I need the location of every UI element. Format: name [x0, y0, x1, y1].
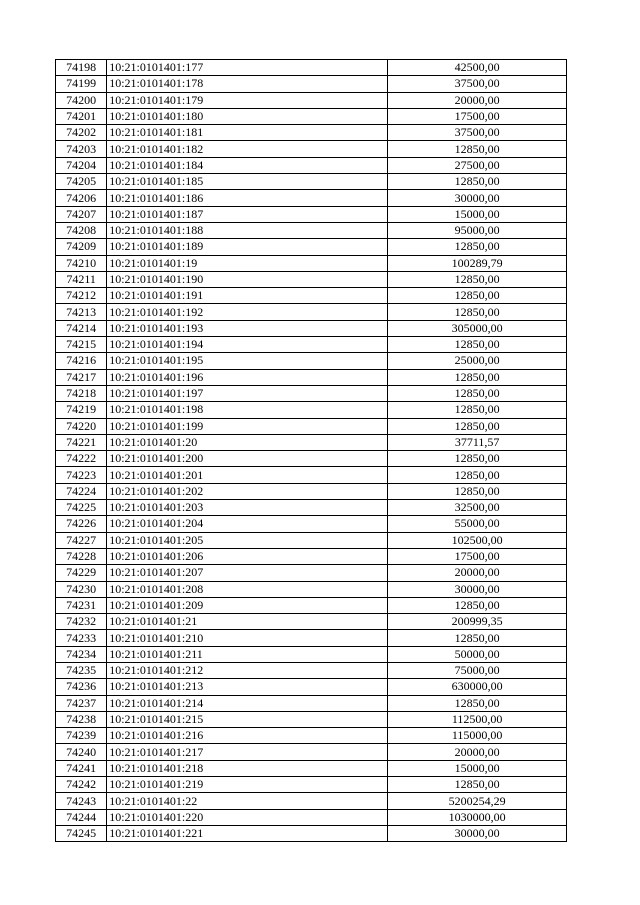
cadastral-value-cell: 102500,00: [388, 532, 567, 548]
table-row: [56, 125, 567, 141]
table-row: [56, 108, 567, 124]
row-number-cell: 74218: [56, 385, 107, 401]
table-row: [56, 646, 567, 662]
cadastral-value-cell: 95000,00: [388, 222, 567, 238]
cadastral-number-cell: 10:21:0101401:217: [107, 744, 388, 760]
row-number-cell: 74234: [56, 646, 107, 662]
row-number-cell: 74243: [56, 793, 107, 809]
cadastral-value-cell: 12850,00: [388, 271, 567, 287]
cadastral-number-cell: 10:21:0101401:179: [107, 92, 388, 108]
cadastral-number-cell: 10:21:0101401:220: [107, 809, 388, 825]
cadastral-number-cell: 10:21:0101401:186: [107, 190, 388, 206]
table-row: [56, 320, 567, 336]
table-row: [56, 239, 567, 255]
cadastral-value-cell: 12850,00: [388, 369, 567, 385]
cadastral-value-cell: 17500,00: [388, 108, 567, 124]
cadastral-number-cell: 10:21:0101401:207: [107, 565, 388, 581]
table-row: [56, 304, 567, 320]
cadastral-value-cell: 20000,00: [388, 744, 567, 760]
row-number-cell: 74244: [56, 809, 107, 825]
row-number-cell: 74225: [56, 500, 107, 516]
cadastral-value-cell: 12850,00: [388, 141, 567, 157]
row-number-cell: 74235: [56, 662, 107, 678]
table-row: [56, 369, 567, 385]
table-row: [56, 157, 567, 173]
cadastral-number-cell: 10:21:0101401:210: [107, 630, 388, 646]
row-number-cell: 74210: [56, 255, 107, 271]
cadastral-value-cell: 75000,00: [388, 662, 567, 678]
cadastral-value-cell: 12850,00: [388, 695, 567, 711]
cadastral-number-cell: 10:21:0101401:177: [107, 60, 388, 76]
cadastral-value-cell: 5200254,29: [388, 793, 567, 809]
row-number-cell: 74229: [56, 565, 107, 581]
row-number-cell: 74220: [56, 418, 107, 434]
table-row: [56, 288, 567, 304]
cadastral-value-cell: 27500,00: [388, 157, 567, 173]
cadastral-number-cell: 10:21:0101401:199: [107, 418, 388, 434]
table-row: [56, 76, 567, 92]
cadastral-value-cell: 12850,00: [388, 467, 567, 483]
cadastral-number-cell: 10:21:0101401:197: [107, 385, 388, 401]
row-number-cell: 74200: [56, 92, 107, 108]
row-number-cell: 74232: [56, 614, 107, 630]
row-number-cell: 74212: [56, 288, 107, 304]
table-row: [56, 255, 567, 271]
row-number-cell: 74222: [56, 451, 107, 467]
cadastral-number-cell: 10:21:0101401:209: [107, 597, 388, 613]
table-row: [56, 418, 567, 434]
cadastral-number-cell: 10:21:0101401:22: [107, 793, 388, 809]
cadastral-value-cell: 12850,00: [388, 483, 567, 499]
cadastral-number-cell: 10:21:0101401:208: [107, 581, 388, 597]
cadastral-value-cell: 15000,00: [388, 206, 567, 222]
cadastral-number-cell: 10:21:0101401:219: [107, 777, 388, 793]
table-row: [56, 728, 567, 744]
row-number-cell: 74240: [56, 744, 107, 760]
row-number-cell: 74227: [56, 532, 107, 548]
table-row: [56, 141, 567, 157]
table-row: [56, 337, 567, 353]
row-number-cell: 74236: [56, 679, 107, 695]
cadastral-value-cell: 12850,00: [388, 402, 567, 418]
cadastral-number-cell: 10:21:0101401:221: [107, 825, 388, 841]
cadastral-number-cell: 10:21:0101401:200: [107, 451, 388, 467]
row-number-cell: 74241: [56, 760, 107, 776]
table-row: [56, 565, 567, 581]
cadastral-value-cell: 30000,00: [388, 825, 567, 841]
table-body: [56, 60, 567, 842]
row-number-cell: 74202: [56, 125, 107, 141]
cadastral-number-cell: 10:21:0101401:182: [107, 141, 388, 157]
cadastral-value-cell: 115000,00: [388, 728, 567, 744]
cadastral-value-cell: 12850,00: [388, 337, 567, 353]
row-number-cell: 74199: [56, 76, 107, 92]
row-number-cell: 74204: [56, 157, 107, 173]
row-number-cell: 74239: [56, 728, 107, 744]
cadastral-number-cell: 10:21:0101401:198: [107, 402, 388, 418]
row-number-cell: 74226: [56, 516, 107, 532]
row-number-cell: 74216: [56, 353, 107, 369]
cadastral-number-cell: 10:21:0101401:203: [107, 500, 388, 516]
table-row: [56, 483, 567, 499]
table-row: [56, 744, 567, 760]
table-row: [56, 809, 567, 825]
cadastral-value-cell: 12850,00: [388, 630, 567, 646]
cadastral-value-cell: 112500,00: [388, 711, 567, 727]
table-row: [56, 760, 567, 776]
table-row: [56, 92, 567, 108]
cadastral-value-cell: 32500,00: [388, 500, 567, 516]
cadastral-value-cell: 1030000,00: [388, 809, 567, 825]
cadastral-number-cell: 10:21:0101401:194: [107, 337, 388, 353]
cadastral-value-cell: 25000,00: [388, 353, 567, 369]
row-number-cell: 74224: [56, 483, 107, 499]
cadastral-number-cell: 10:21:0101401:191: [107, 288, 388, 304]
row-number-cell: 74233: [56, 630, 107, 646]
row-number-cell: 74207: [56, 206, 107, 222]
row-number-cell: 74217: [56, 369, 107, 385]
cadastral-value-cell: 20000,00: [388, 565, 567, 581]
table-row: [56, 174, 567, 190]
cadastral-number-cell: 10:21:0101401:212: [107, 662, 388, 678]
cadastral-value-cell: 12850,00: [388, 777, 567, 793]
row-number-cell: 74245: [56, 825, 107, 841]
table-row: [56, 385, 567, 401]
cadastral-number-cell: 10:21:0101401:189: [107, 239, 388, 255]
cadastral-value-cell: 12850,00: [388, 288, 567, 304]
row-number-cell: 74230: [56, 581, 107, 597]
cadastral-number-cell: 10:21:0101401:184: [107, 157, 388, 173]
table-row: [56, 402, 567, 418]
table-row: [56, 630, 567, 646]
cadastral-value-cell: 12850,00: [388, 418, 567, 434]
row-number-cell: 74209: [56, 239, 107, 255]
cadastral-number-cell: 10:21:0101401:204: [107, 516, 388, 532]
cadastral-value-cell: 55000,00: [388, 516, 567, 532]
cadastral-number-cell: 10:21:0101401:196: [107, 369, 388, 385]
row-number-cell: 74198: [56, 60, 107, 76]
table-row: [56, 581, 567, 597]
table-row: [56, 532, 567, 548]
cadastral-value-cell: 12850,00: [388, 597, 567, 613]
cadastral-value-cell: 12850,00: [388, 304, 567, 320]
row-number-cell: 74237: [56, 695, 107, 711]
cadastral-value-cell: 12850,00: [388, 451, 567, 467]
cadastral-number-cell: 10:21:0101401:187: [107, 206, 388, 222]
table-row: [56, 434, 567, 450]
cadastral-number-cell: 10:21:0101401:205: [107, 532, 388, 548]
cadastral-number-cell: 10:21:0101401:215: [107, 711, 388, 727]
cadastral-number-cell: 10:21:0101401:20: [107, 434, 388, 450]
cadastral-number-cell: 10:21:0101401:188: [107, 222, 388, 238]
cadastral-value-cell: 30000,00: [388, 581, 567, 597]
cadastral-number-cell: 10:21:0101401:180: [107, 108, 388, 124]
table-row: [56, 825, 567, 841]
cadastral-value-cell: 305000,00: [388, 320, 567, 336]
cadastral-number-cell: 10:21:0101401:178: [107, 76, 388, 92]
row-number-cell: 74223: [56, 467, 107, 483]
table-row: [56, 679, 567, 695]
row-number-cell: 74203: [56, 141, 107, 157]
row-number-cell: 74228: [56, 548, 107, 564]
table-row: [56, 271, 567, 287]
row-number-cell: 74211: [56, 271, 107, 287]
cadastral-value-cell: 20000,00: [388, 92, 567, 108]
cadastral-number-cell: 10:21:0101401:201: [107, 467, 388, 483]
cadastral-value-cell: 17500,00: [388, 548, 567, 564]
table-row: [56, 614, 567, 630]
row-number-cell: 74221: [56, 434, 107, 450]
table-row: [56, 711, 567, 727]
cadastral-number-cell: 10:21:0101401:206: [107, 548, 388, 564]
cadastral-value-cell: 12850,00: [388, 174, 567, 190]
row-number-cell: 74206: [56, 190, 107, 206]
cadastral-number-cell: 10:21:0101401:19: [107, 255, 388, 271]
table-row: [56, 190, 567, 206]
table-row: [56, 662, 567, 678]
table-row: [56, 548, 567, 564]
table-row: [56, 516, 567, 532]
row-number-cell: 74238: [56, 711, 107, 727]
table-row: [56, 467, 567, 483]
cadastral-value-cell: 37711,57: [388, 434, 567, 450]
row-number-cell: 74214: [56, 320, 107, 336]
cadastral-value-table: [55, 59, 567, 842]
cadastral-value-cell: 15000,00: [388, 760, 567, 776]
table-row: [56, 500, 567, 516]
cadastral-value-cell: 50000,00: [388, 646, 567, 662]
cadastral-number-cell: 10:21:0101401:195: [107, 353, 388, 369]
cadastral-number-cell: 10:21:0101401:202: [107, 483, 388, 499]
cadastral-number-cell: 10:21:0101401:214: [107, 695, 388, 711]
cadastral-value-cell: 100289,79: [388, 255, 567, 271]
table-row: [56, 206, 567, 222]
cadastral-number-cell: 10:21:0101401:211: [107, 646, 388, 662]
cadastral-value-cell: 42500,00: [388, 60, 567, 76]
cadastral-number-cell: 10:21:0101401:213: [107, 679, 388, 695]
row-number-cell: 74215: [56, 337, 107, 353]
row-number-cell: 74205: [56, 174, 107, 190]
cadastral-value-cell: 37500,00: [388, 76, 567, 92]
cadastral-value-cell: 12850,00: [388, 239, 567, 255]
cadastral-number-cell: 10:21:0101401:190: [107, 271, 388, 287]
table-row: [56, 597, 567, 613]
cadastral-number-cell: 10:21:0101401:193: [107, 320, 388, 336]
row-number-cell: 74219: [56, 402, 107, 418]
cadastral-number-cell: 10:21:0101401:218: [107, 760, 388, 776]
cadastral-number-cell: 10:21:0101401:216: [107, 728, 388, 744]
row-number-cell: 74231: [56, 597, 107, 613]
table-row: [56, 353, 567, 369]
table-row: [56, 451, 567, 467]
table-row: [56, 777, 567, 793]
row-number-cell: 74242: [56, 777, 107, 793]
cadastral-value-cell: 30000,00: [388, 190, 567, 206]
table-row: [56, 60, 567, 76]
cadastral-number-cell: 10:21:0101401:192: [107, 304, 388, 320]
cadastral-value-cell: 12850,00: [388, 385, 567, 401]
table-row: [56, 695, 567, 711]
cadastral-number-cell: 10:21:0101401:181: [107, 125, 388, 141]
table-row: [56, 793, 567, 809]
cadastral-number-cell: 10:21:0101401:185: [107, 174, 388, 190]
cadastral-value-cell: 200999,35: [388, 614, 567, 630]
row-number-cell: 74201: [56, 108, 107, 124]
cadastral-number-cell: 10:21:0101401:21: [107, 614, 388, 630]
row-number-cell: 74213: [56, 304, 107, 320]
table-row: [56, 222, 567, 238]
cadastral-value-cell: 630000,00: [388, 679, 567, 695]
cadastral-value-cell: 37500,00: [388, 125, 567, 141]
row-number-cell: 74208: [56, 222, 107, 238]
